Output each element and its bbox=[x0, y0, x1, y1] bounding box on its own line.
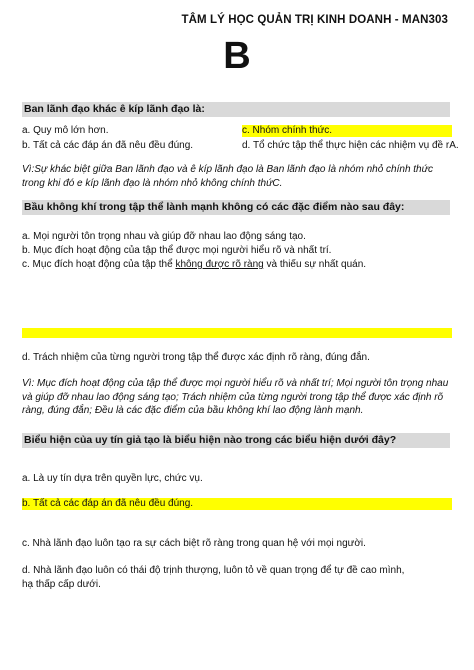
q2-explanation: Vì: Mục đích hoạt động của tập thể được mọi người hiểu rõ và nhất trí; Mọi người tôn trọng nhau và giúp đỡ nhau lao động sáng tạo; Trách nhiệm của từng người trong tập thể được xác định rõ ràng, đúng đắn; Đều là các đặc điểm của bầu không khí lao động lành mạnh. bbox=[22, 378, 449, 416]
q2-option-b: b. Mục đích hoạt động của tập thể được mọi người hiểu rõ và nhất trí. bbox=[22, 245, 332, 256]
q2-option-c-end: và thiếu sự nhất quán. bbox=[263, 259, 367, 270]
question-2: Bầu không khí trong tập thể lành mạnh không có các đặc điểm nào sau đây: bbox=[22, 200, 450, 215]
question-1: Ban lãnh đạo khác ê kíp lãnh đạo là: bbox=[22, 102, 450, 117]
q1-option-c-answer: c. Nhóm chính thức. bbox=[242, 125, 452, 137]
q2-option-a: a. Mọi người tôn trọng nhau và giúp đỡ nhau lao động sáng tạo. bbox=[22, 231, 306, 242]
answer-highlight-bar bbox=[22, 328, 452, 338]
q3-option-d-line1: d. Nhà lãnh đạo luôn có thái độ trịnh thượng, luôn tỏ về quan trọng để tự đề cao mình, bbox=[22, 565, 405, 576]
q2-option-c bbox=[22, 259, 366, 271]
q2-option-c-underlined: không được rõ ràng bbox=[175, 259, 264, 270]
q1-option-d: d. Tổ chức tập thể thực hiện các nhiệm vụ đề rA. bbox=[242, 140, 459, 151]
q3-option-d-line2: hạ thấp cấp dưới. bbox=[22, 579, 101, 590]
q2-option-c-start: c. Mục đích hoạt động của tập thể bbox=[22, 259, 176, 270]
question-3: Biểu hiện của uy tín giả tạo là biểu hiện nào trong các biểu hiện dưới đây? bbox=[22, 433, 450, 448]
q1-option-a: a. Quy mô lớn hơn. bbox=[22, 125, 109, 136]
q1-option-b: b. Tất cả các đáp án đã nêu đều đúng. bbox=[22, 140, 194, 151]
q1-explanation: Vì:Sự khác biệt giữa Ban lãnh đạo và ê kíp lãnh đạo là Ban lãnh đạo là nhóm nhỏ chính thức trong khi đó e kíp lãnh đạo là nhóm nhỏ không chính thứC. bbox=[22, 164, 433, 189]
q3-option-b-answer-row bbox=[22, 498, 452, 510]
q2-option-d: d. Trách nhiệm của từng người trong tập thể được xác định rõ ràng, đúng đắn. bbox=[22, 352, 370, 363]
document-header: TÂM LÝ HỌC QUẢN TRỊ KINH DOANH - MAN303 bbox=[181, 14, 448, 26]
q3-option-a: a. Là uy tín dựa trên quyền lực, chức vụ. bbox=[22, 473, 203, 484]
q3-option-b-answer: b. Tất cả các đáp án đã nêu đều đúng. bbox=[22, 498, 452, 510]
section-letter: B bbox=[223, 35, 251, 77]
q3-option-c: c. Nhà lãnh đạo luôn tạo ra sự cách biệt rõ ràng trong quan hệ với mọi người. bbox=[22, 538, 366, 549]
